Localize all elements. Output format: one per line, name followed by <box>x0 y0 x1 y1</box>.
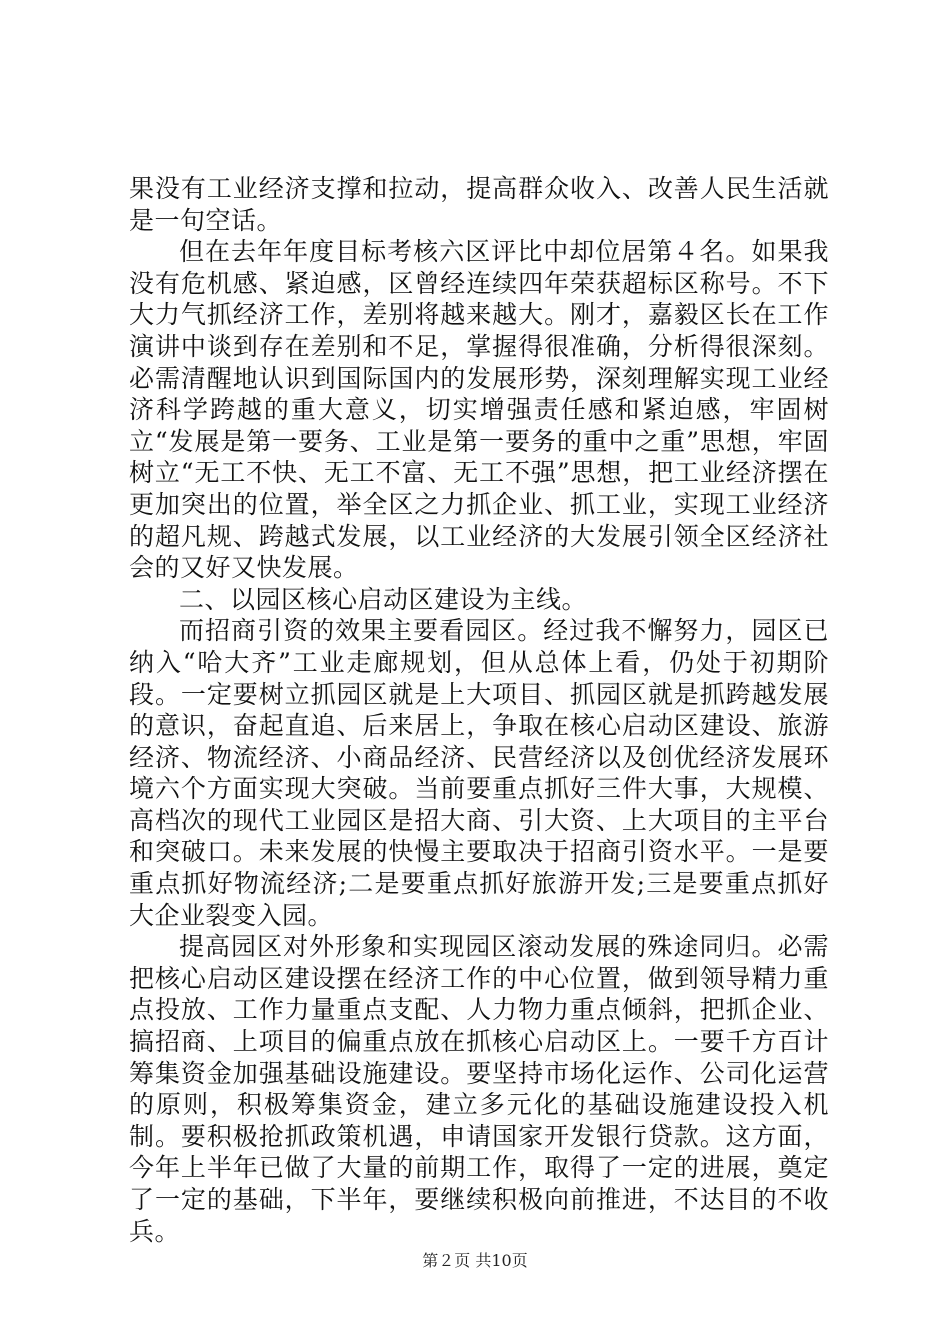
section-heading-2: 二、以园区核心启动区建设为主线。 <box>179 584 588 614</box>
paragraph-1: 果没有工业经济支撑和拉动，提高群众收入、改善人民生活就是一句空话。 <box>129 174 829 235</box>
page-number-footer: 第２页 共10页 <box>422 1251 528 1270</box>
document-body <box>129 173 829 1247</box>
paragraph-4: 提高园区对外形象和实现园区滚动发展的殊途同归。必需把核心启动区建设摆在经济工作的中心位置，做到领导精力重点投放、工作力量重点支配、人力物力重点倾斜，把抓企业、搞招商、上项目的偏重点放在抓核心启动区上。一要千方百计筹集资金加强基础设施建设。要坚持市场化运作、公司化运营的原则，积极筹集资金，建立多元化的基础设施建设投入机制。要积极抢抓政策机遇，申请国家开发银行贷款。这方面，今年上半年已做了大量的前期工作，取得了一定的进展，奠定了一定的基础，下半年，要继续积极向前推进，不达目的不收兵。 <box>129 932 829 1246</box>
paragraph-2: 但在去年年度目标考核六区评比中却位居第４名。如果我没有危机感、紧迫感，区曾经连续四年荣获超标区称号。不下大力气抓经济工作，差别将越来越大。刚才，嘉毅区长在工作演讲中谈到存在差别和不足，掌握得很准确，分析得很深刻。必需清醒地认识到国际国内的发展形势，深刻理解实现工业经济科学跨越的重大意义，切实增强责任感和紧迫感，牢固树立“发展是第一要务、工业是第一要务的重中之重”思想，牢固树立“无工不快、无工不富、无工不强”思想，把工业经济摆在更加突出的位置，举全区之力抓企业、抓工业，实现工业经济的超凡规、跨越式发展，以工业经济的大发展引领全区经济社会的又好又快发展。 <box>129 237 829 583</box>
paragraph-3: 而招商引资的效果主要看园区。经过我不懈努力，园区已纳入“哈大齐”工业走廊规划，但从总体上看，仍处于初期阶段。一定要树立抓园区就是上大项目、抓园区就是抓跨越发展的意识，奋起直追、后来居上，争取在核心启动区建设、旅游经济、物流经济、小商品经济、民营经济以及创优经济发展环境六个方面实现大突破。当前要重点抓好三件大事，大规模、高档次的现代工业园区是招大商、引大资、上大项目的主平台和突破口。未来发展的快慢主要取决于招商引资水平。一是要重点抓好物流经济;二是要重点抓好旅游开发;三是要重点抓好大企业裂变入园。 <box>129 616 829 930</box>
